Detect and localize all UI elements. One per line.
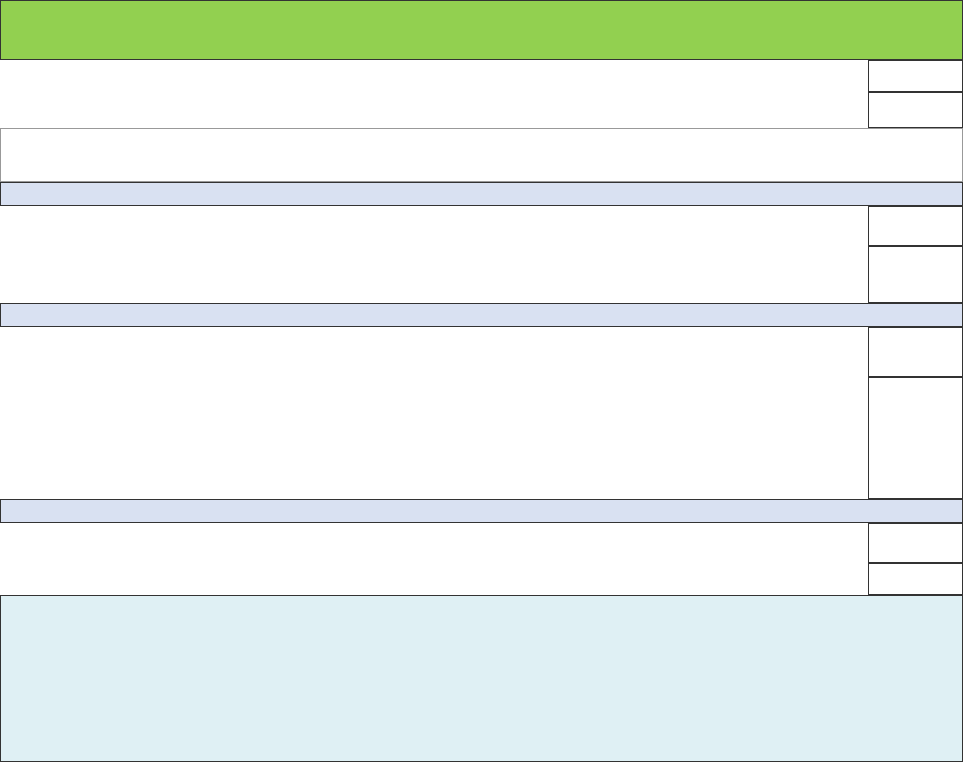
table-title [0, 0, 963, 60]
label-time-1 [868, 206, 963, 246]
band3-title [0, 499, 963, 523]
label-entry [868, 92, 963, 128]
label-time-2 [868, 327, 963, 377]
notes-box [0, 595, 963, 762]
label-group-1 [868, 246, 963, 303]
label-time-3 [868, 523, 963, 563]
label-date [868, 60, 963, 92]
band1-title [0, 182, 963, 206]
band2-title [0, 303, 963, 327]
label-group-3 [868, 563, 963, 595]
arrows-row [0, 128, 963, 182]
label-group-2 [868, 377, 963, 499]
